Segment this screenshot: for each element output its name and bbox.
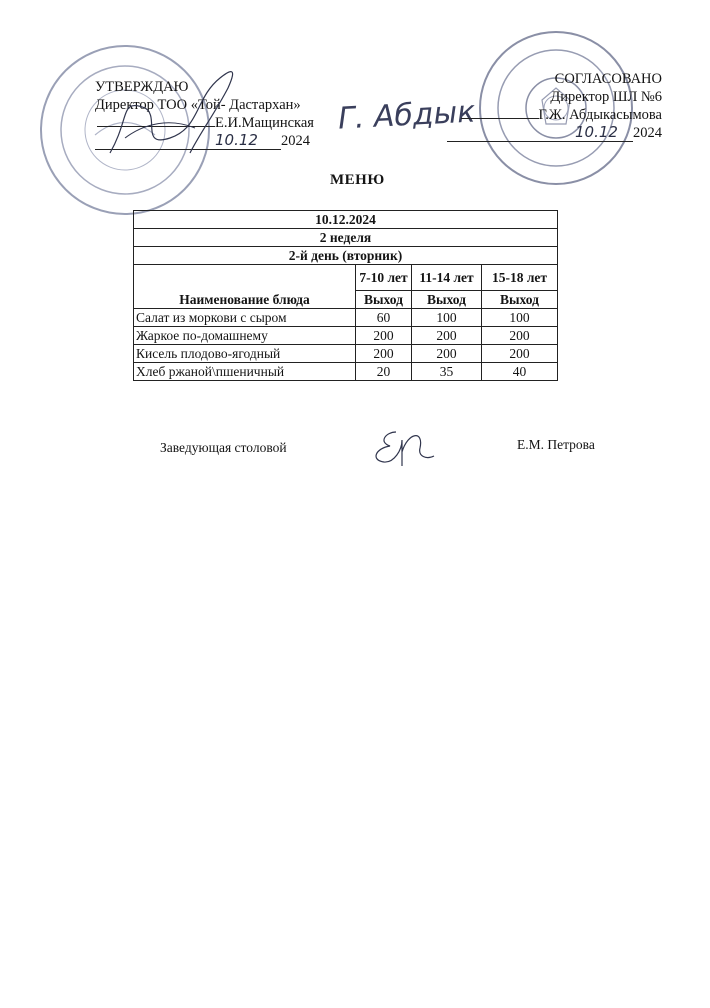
dish-output-7-10: 200 (356, 345, 412, 363)
dish-output-11-14: 35 (412, 363, 482, 381)
approve-date-handwritten: 10.12 (215, 131, 258, 149)
dish-output-7-10: 20 (356, 363, 412, 381)
dish-output-15-18: 200 (482, 345, 558, 363)
dish-name: Жаркое по-домашнему (134, 327, 356, 345)
agree-year: 2024 (633, 125, 662, 141)
menu-date-row (134, 211, 558, 229)
agree-heading: СОГЛАСОВАНО (554, 71, 662, 87)
col-dish-header: Наименование блюда (134, 291, 356, 309)
approve-name: Е.И.Мащинская (215, 115, 314, 131)
dish-name: Салат из моркови с сыром (134, 309, 356, 327)
agree-block (447, 70, 662, 142)
approve-heading: УТВЕРЖДАЮ (95, 79, 189, 95)
output-header-3: Выход (482, 291, 558, 309)
agree-date-handwritten: 10.12 (575, 123, 618, 141)
agree-name-line (447, 106, 662, 124)
table-row (134, 309, 558, 327)
footer-signature (368, 426, 448, 470)
menu-header-row (134, 291, 558, 309)
agree-position: Директор ШЛ №6 (550, 89, 662, 105)
menu-age-row (134, 265, 558, 291)
output-header-2: Выход (412, 291, 482, 309)
menu-header-blank (134, 265, 356, 291)
agree-name: Г.Ж. Абдыкасымова (538, 107, 662, 123)
footer-name: Е.М. Петрова (517, 437, 595, 452)
dish-output-7-10: 60 (356, 309, 412, 327)
menu-table (133, 210, 558, 381)
menu-week: 2 неделя (134, 229, 558, 247)
approve-position: Директор ТОО «Той- Дастархан» (95, 97, 301, 113)
document-title: МЕНЮ (330, 172, 385, 188)
approve-year: 2024 (281, 133, 310, 149)
dish-output-15-18: 40 (482, 363, 558, 381)
dish-name: Кисель плодово-ягодный (134, 345, 356, 363)
dish-output-11-14: 200 (412, 327, 482, 345)
dish-output-7-10: 200 (356, 327, 412, 345)
approve-signature (100, 58, 240, 168)
menu-week-row (134, 229, 558, 247)
dish-output-15-18: 100 (482, 309, 558, 327)
table-row (134, 363, 558, 381)
age-group-3: 15-18 лет (482, 265, 558, 291)
table-row (134, 345, 558, 363)
menu-day-row (134, 247, 558, 265)
age-group-1: 7-10 лет (356, 265, 412, 291)
menu-date: 10.12.2024 (134, 211, 558, 229)
dish-output-15-18: 200 (482, 327, 558, 345)
dish-output-11-14: 100 (412, 309, 482, 327)
age-group-2: 11-14 лет (412, 265, 482, 291)
dish-name: Хлеб ржаной\пшеничный (134, 363, 356, 381)
output-header-1: Выход (356, 291, 412, 309)
footer-role: Заведующая столовой (160, 440, 287, 455)
middle-handwritten-signature: Г. Абдык (337, 94, 477, 137)
agree-date-line (447, 124, 662, 142)
menu-day: 2-й день (вторник) (134, 247, 558, 265)
dish-output-11-14: 200 (412, 345, 482, 363)
table-row (134, 327, 558, 345)
